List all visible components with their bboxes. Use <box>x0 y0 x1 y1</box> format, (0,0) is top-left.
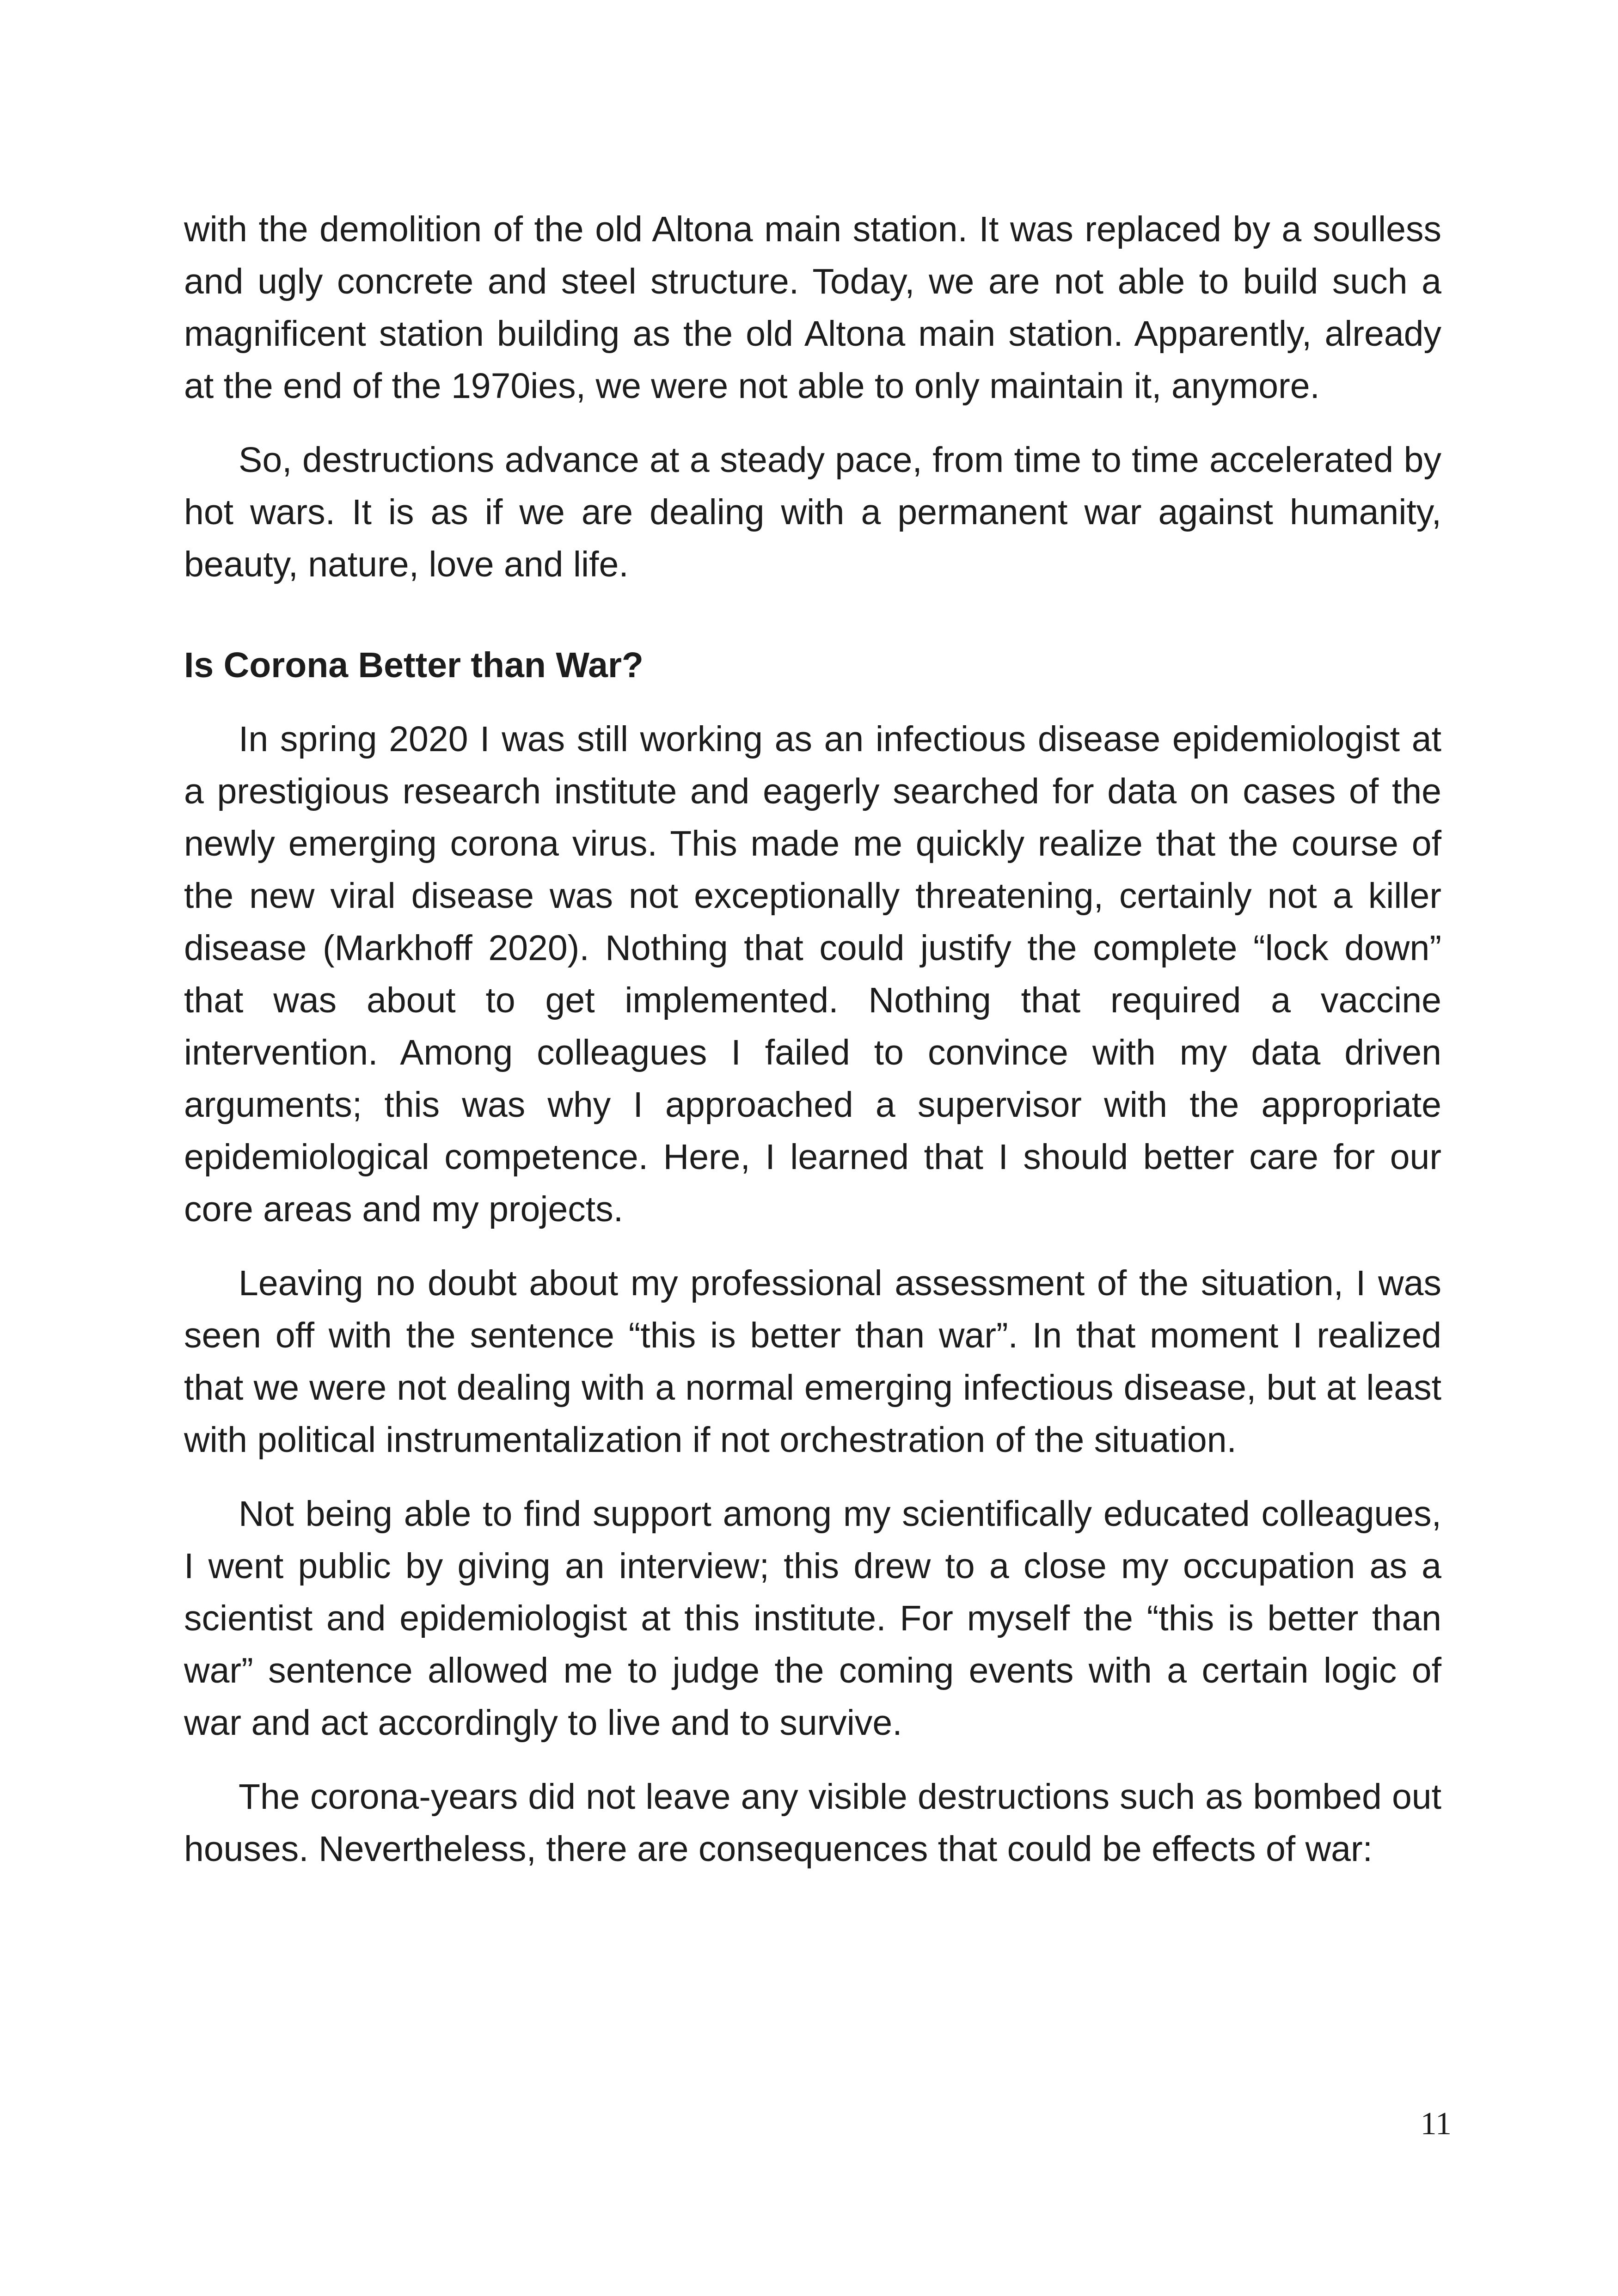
paragraph-spring-2020: In spring 2020 I was still working as an infectious disease epidemiologist at a prestigious research institute and eagerly searched for data on cases of the newly emerging corona virus. This made me quickly realize that the course of the new viral disease was not exceptionally threatening, certainly not a killer disease (Markhoff 2020). Nothing that could justify the complete “lock down” that was about to get implemented. Nothing that required a vaccine intervention. Among colleagues I failed to convince with my data driven arguments; this was why I approached a supervisor with the appropriate epidemiological competence. Here, I learned that I should better care for our core areas and my projects. <box>184 719 1441 1229</box>
paragraph-went-public: Not being able to find support among my scientifically educated colleagues, I went public by giving an interview; this drew to a close my occupation as a scientist and epidemiologist at this institute. For myself the “this is better than war” sentence allowed me to judge the coming events with a certain logic of war and act accordingly to live and to survive. <box>184 1494 1441 1743</box>
page-number: 11 <box>1420 2106 1452 2142</box>
paragraph-corona-years: The corona-years did not leave any visible destructions such as bombed out houses. Nevertheless, there are consequences that could be effects of war: <box>184 1777 1441 1869</box>
paragraph-better-than-war: Leaving no doubt about my professional assessment of the situation, I was seen off with the sentence “this is better than war”. In that moment I realized that we were not dealing with a normal emerging infectious disease, but at least with political instrumentalization if not orchestration of the situation. <box>184 1263 1441 1460</box>
paragraph-destructions: So, destructions advance at a steady pace, from time to time accelerated by hot wars. It is as if we are dealing with a permanent war against humanity, beauty, nature, love and life. <box>184 440 1441 584</box>
section-heading: Is Corona Better than War? <box>184 645 644 685</box>
paragraph-altona-station: with the demolition of the old Altona main station. It was replaced by a soulless and ugly concrete and steel structure. Today, we are not able to build such a magnificent station building as the old Altona main station. Apparently, already at the end of the 1970ies, we were not able to only maintain it, anymore. <box>184 209 1441 406</box>
page-body <box>184 203 1441 1897</box>
